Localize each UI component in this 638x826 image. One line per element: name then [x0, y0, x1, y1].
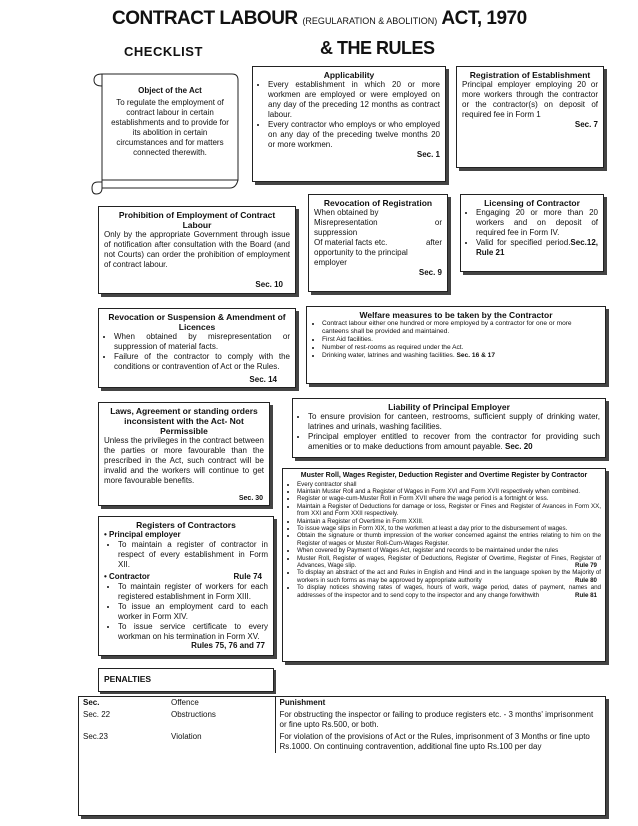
licensing-box	[460, 194, 604, 272]
laws-sec: Sec. 30	[238, 495, 263, 502]
licensing-item: • Valid for specified period.Sec.12, Rule 21	[476, 238, 598, 258]
revocation-licence-sec: Sec. 14	[249, 375, 277, 384]
revocation-registration-line: Misrepresentation	[314, 218, 378, 227]
penalties-head-offence: Offence	[171, 698, 199, 707]
revocation-registration-sec: Sec. 9	[418, 268, 442, 277]
revocation-registration-line: opportunity to the principal employer	[314, 248, 408, 267]
applicability-title: Applicability	[323, 70, 375, 80]
welfare-item: • First Aid facilities.	[322, 336, 600, 344]
prohibition-title: Prohibition of Employment of Contract Labour	[118, 210, 276, 230]
liability-title: Liability of Principal Employer	[388, 402, 510, 412]
muster-rule-tag: Rule 80	[574, 576, 597, 584]
penalty-sec: Sec.23	[83, 732, 108, 741]
registers-principal-label: • Principal employer	[104, 530, 181, 539]
rules-heading: & THE RULES	[320, 38, 435, 58]
muster-item: • Every contractor shall	[297, 481, 601, 488]
muster-item: • To display an abstract of the act and Rules in English and Hindi and in the language spoken by the Majority of workers in such forms as may be approved by appropriate authority Rule 80	[297, 569, 601, 584]
welfare-item: • Contract labour either one hundred or more employed by a contractor for one or more canteens shall be provided and maintained.	[322, 320, 600, 336]
muster-item: • To display notices showing rates of wages, hours of work, wage period, dates of payment, names and addresses of the inspector and to send copy to the inspector and any change forwithwith Rule 81	[297, 584, 601, 599]
title-paren: (REGULARATION & ABOLITION)	[302, 16, 438, 26]
muster-rule-tag: Rule 81	[574, 591, 597, 599]
revocation-registration-line: after	[425, 238, 442, 247]
prohibition-sec: Sec. 10	[255, 280, 283, 289]
welfare-item: • Number of rest-rooms as required under the Act.	[322, 344, 600, 352]
checklist-heading: CHECKLIST	[124, 44, 203, 59]
registration-title: Registration of Establishment	[469, 70, 591, 80]
muster-item: • Register or wage-cum-Muster Roll in Form XVII where the wage period is a fortnight or less.	[297, 495, 601, 502]
licensing-item: • Engaging 20 or more than 20 workers and on deposit of required fee in Form IV.	[476, 208, 598, 238]
welfare-title: Welfare measures to be taken by the Contractor	[359, 310, 553, 320]
penalty-punishment: For obstructing the inspector or failing to produce registers etc. - 3 months' imprisonment or fine upto Rs.500, or both.	[275, 709, 605, 731]
penalty-sec: Sec. 22	[83, 710, 111, 719]
revocation-registration-line: suppression	[314, 228, 358, 237]
muster-item: • Maintain a Register of Overtime in Form XXIII.	[297, 518, 601, 525]
penalties-head-sec: Sec.	[83, 698, 100, 707]
revocation-registration-line: or	[434, 218, 442, 227]
table-row	[79, 731, 605, 753]
muster-item: • Maintain a Register of Deductions for damage or loss, Register or Fines and Register of Avances in Form XX, from XXI and Form XXII respectively.	[297, 503, 601, 518]
prohibition-body: Only by the appropriate Government through issue of notification after consultation with the Board (and not Courts) can order the prohibition of employment of contract labour.	[104, 230, 290, 269]
revocation-registration-title: Revocation of Registration	[323, 198, 433, 208]
penalties-head-punishment: Punishment	[275, 697, 605, 709]
registers-contractor-item: • To issue service certificate to every workman on his termination in Form XV.	[118, 622, 268, 642]
revocation-licence-title: Revocation or Suspension & Amendment of Licences	[108, 312, 286, 332]
muster-title: Muster Roll, Wages Register, Deduction Register and Overtime Register by Contractor	[300, 472, 588, 479]
revocation-licence-box	[98, 308, 296, 388]
title-right: ACT, 1970	[441, 8, 527, 29]
applicability-box	[252, 66, 446, 182]
title-left: CONTRACT LABOUR	[112, 8, 298, 29]
penalties-head-row	[79, 697, 605, 709]
laws-title: Laws, Agreement or standing orders inconsistent with the Act- Not Permissible	[110, 406, 258, 436]
object-title: Object of the Act	[138, 86, 202, 95]
registers-title: Registers of Contractors	[136, 520, 236, 530]
licensing-title: Licensing of Contractor	[484, 198, 580, 208]
liability-item: • To ensure provision for canteen, restrooms, sufficient supply of drinking water, latrines and urinals, washing facilities.	[308, 412, 600, 432]
registers-contractor-label: • Contractor	[104, 572, 150, 581]
registers-contractor-rule: Rule 74	[233, 572, 262, 581]
muster-item: • Muster Roll, Register of wages, Register of Deductions, Register of Overtime, Register of Fines, Register of Advances, Wage slip. Rule 79	[297, 555, 601, 570]
prohibition-box	[98, 206, 296, 294]
liability-item: • Principal employer entitled to recover from the contractor for providing such amenities or to make deductions from amount payable. Sec. 20	[308, 432, 600, 452]
liability-box	[292, 398, 606, 458]
laws-box	[98, 402, 270, 506]
penalty-offence: Obstructions	[171, 710, 216, 719]
revocation-registration-box	[308, 194, 448, 292]
liability-sec: Sec. 20	[505, 442, 533, 451]
revocation-licence-item: • When obtained by misrepresentation or suppression of material facts.	[114, 332, 290, 352]
penalties-table-box	[78, 696, 606, 816]
muster-box	[282, 468, 606, 662]
penalty-offence: Violation	[171, 732, 202, 741]
welfare-item: • Drinking water, latrines and washing facilities. Sec. 16 & 17	[322, 352, 600, 360]
muster-item: • When covered by Payment of Wages Act, register and records to be maintained under the rules	[297, 547, 601, 554]
muster-item: • Maintain Muster Roll and a Register of Wages in Form XVI and Form XVII respectively when combined.	[297, 488, 601, 495]
licensing-sec: Sec.12, Rule 21	[476, 238, 598, 257]
muster-item: • Obtain the signature or thumb impression of the worker concerned against the entries relating to him on the Register of wages or Muster Roll-Cum-Wages Register.	[297, 532, 601, 547]
revocation-licence-item: • Failure of the contractor to comply with the conditions or contravention of Act or the Rules.	[114, 352, 290, 372]
registration-sec: Sec. 7	[574, 120, 598, 129]
registers-rules: Rules 75, 76 and 77	[191, 641, 265, 650]
registration-box	[456, 66, 604, 168]
muster-item: • To issue wage slips in Form XIX, to the workmen at least a day prior to the disbursement of wages.	[297, 525, 601, 532]
registers-contractor-item: • To issue an employment card to each worker in Form XIV.	[118, 602, 268, 622]
penalties-title: PENALTIES	[104, 674, 152, 684]
welfare-box	[306, 306, 606, 384]
penalties-header-box	[98, 668, 274, 692]
applicability-item: • Every contractor who employs or who employed on any day of the preceding twelve months 20 or more workmen.	[268, 120, 440, 150]
penalties-table	[79, 697, 605, 753]
penalty-punishment: For violation of the provisions of Act or the Rules, imprisonment of 3 Months or fine upto Rs.1000. On continuing contravention, additional fine upto Rs.100 per day	[275, 731, 605, 753]
laws-body: Unless the privileges in the contract between the parties or more favourable than the prescribed in the Act, such contract will be invalid and the workers will continue to get more favourable benefits.	[104, 436, 264, 485]
revocation-registration-line: Of material facts etc.	[314, 238, 388, 247]
registers-principal-item: • To maintain a register of contractor in respect of every establishment in Form XII.	[118, 540, 268, 570]
registers-box	[98, 516, 274, 656]
page-title	[112, 8, 532, 34]
applicability-item: • Every establishment in which 20 or more workmen are employed or were employed on any day of the preceding 12 months as contract labour.	[268, 80, 440, 120]
welfare-sec: Sec. 16 & 17	[456, 352, 496, 360]
table-row	[79, 709, 605, 731]
applicability-sec: Sec. 1	[416, 150, 440, 159]
registration-body: Principal employer employing 20 or more workers through the contractor or the contractor(s) on deposit of required fee in Form 1	[462, 80, 598, 119]
object-scroll	[90, 68, 240, 198]
registers-contractor-item: • To maintain register of workers for each registered establishment in Form XIII.	[118, 582, 268, 602]
object-body: To regulate the employment of contract labour in certain establishments and to provide for its abolition in certain circumstances and for matters connected therewith.	[111, 98, 229, 157]
revocation-registration-line: When obtained by	[314, 208, 379, 217]
muster-rule-tag: Rule 79	[574, 561, 597, 569]
